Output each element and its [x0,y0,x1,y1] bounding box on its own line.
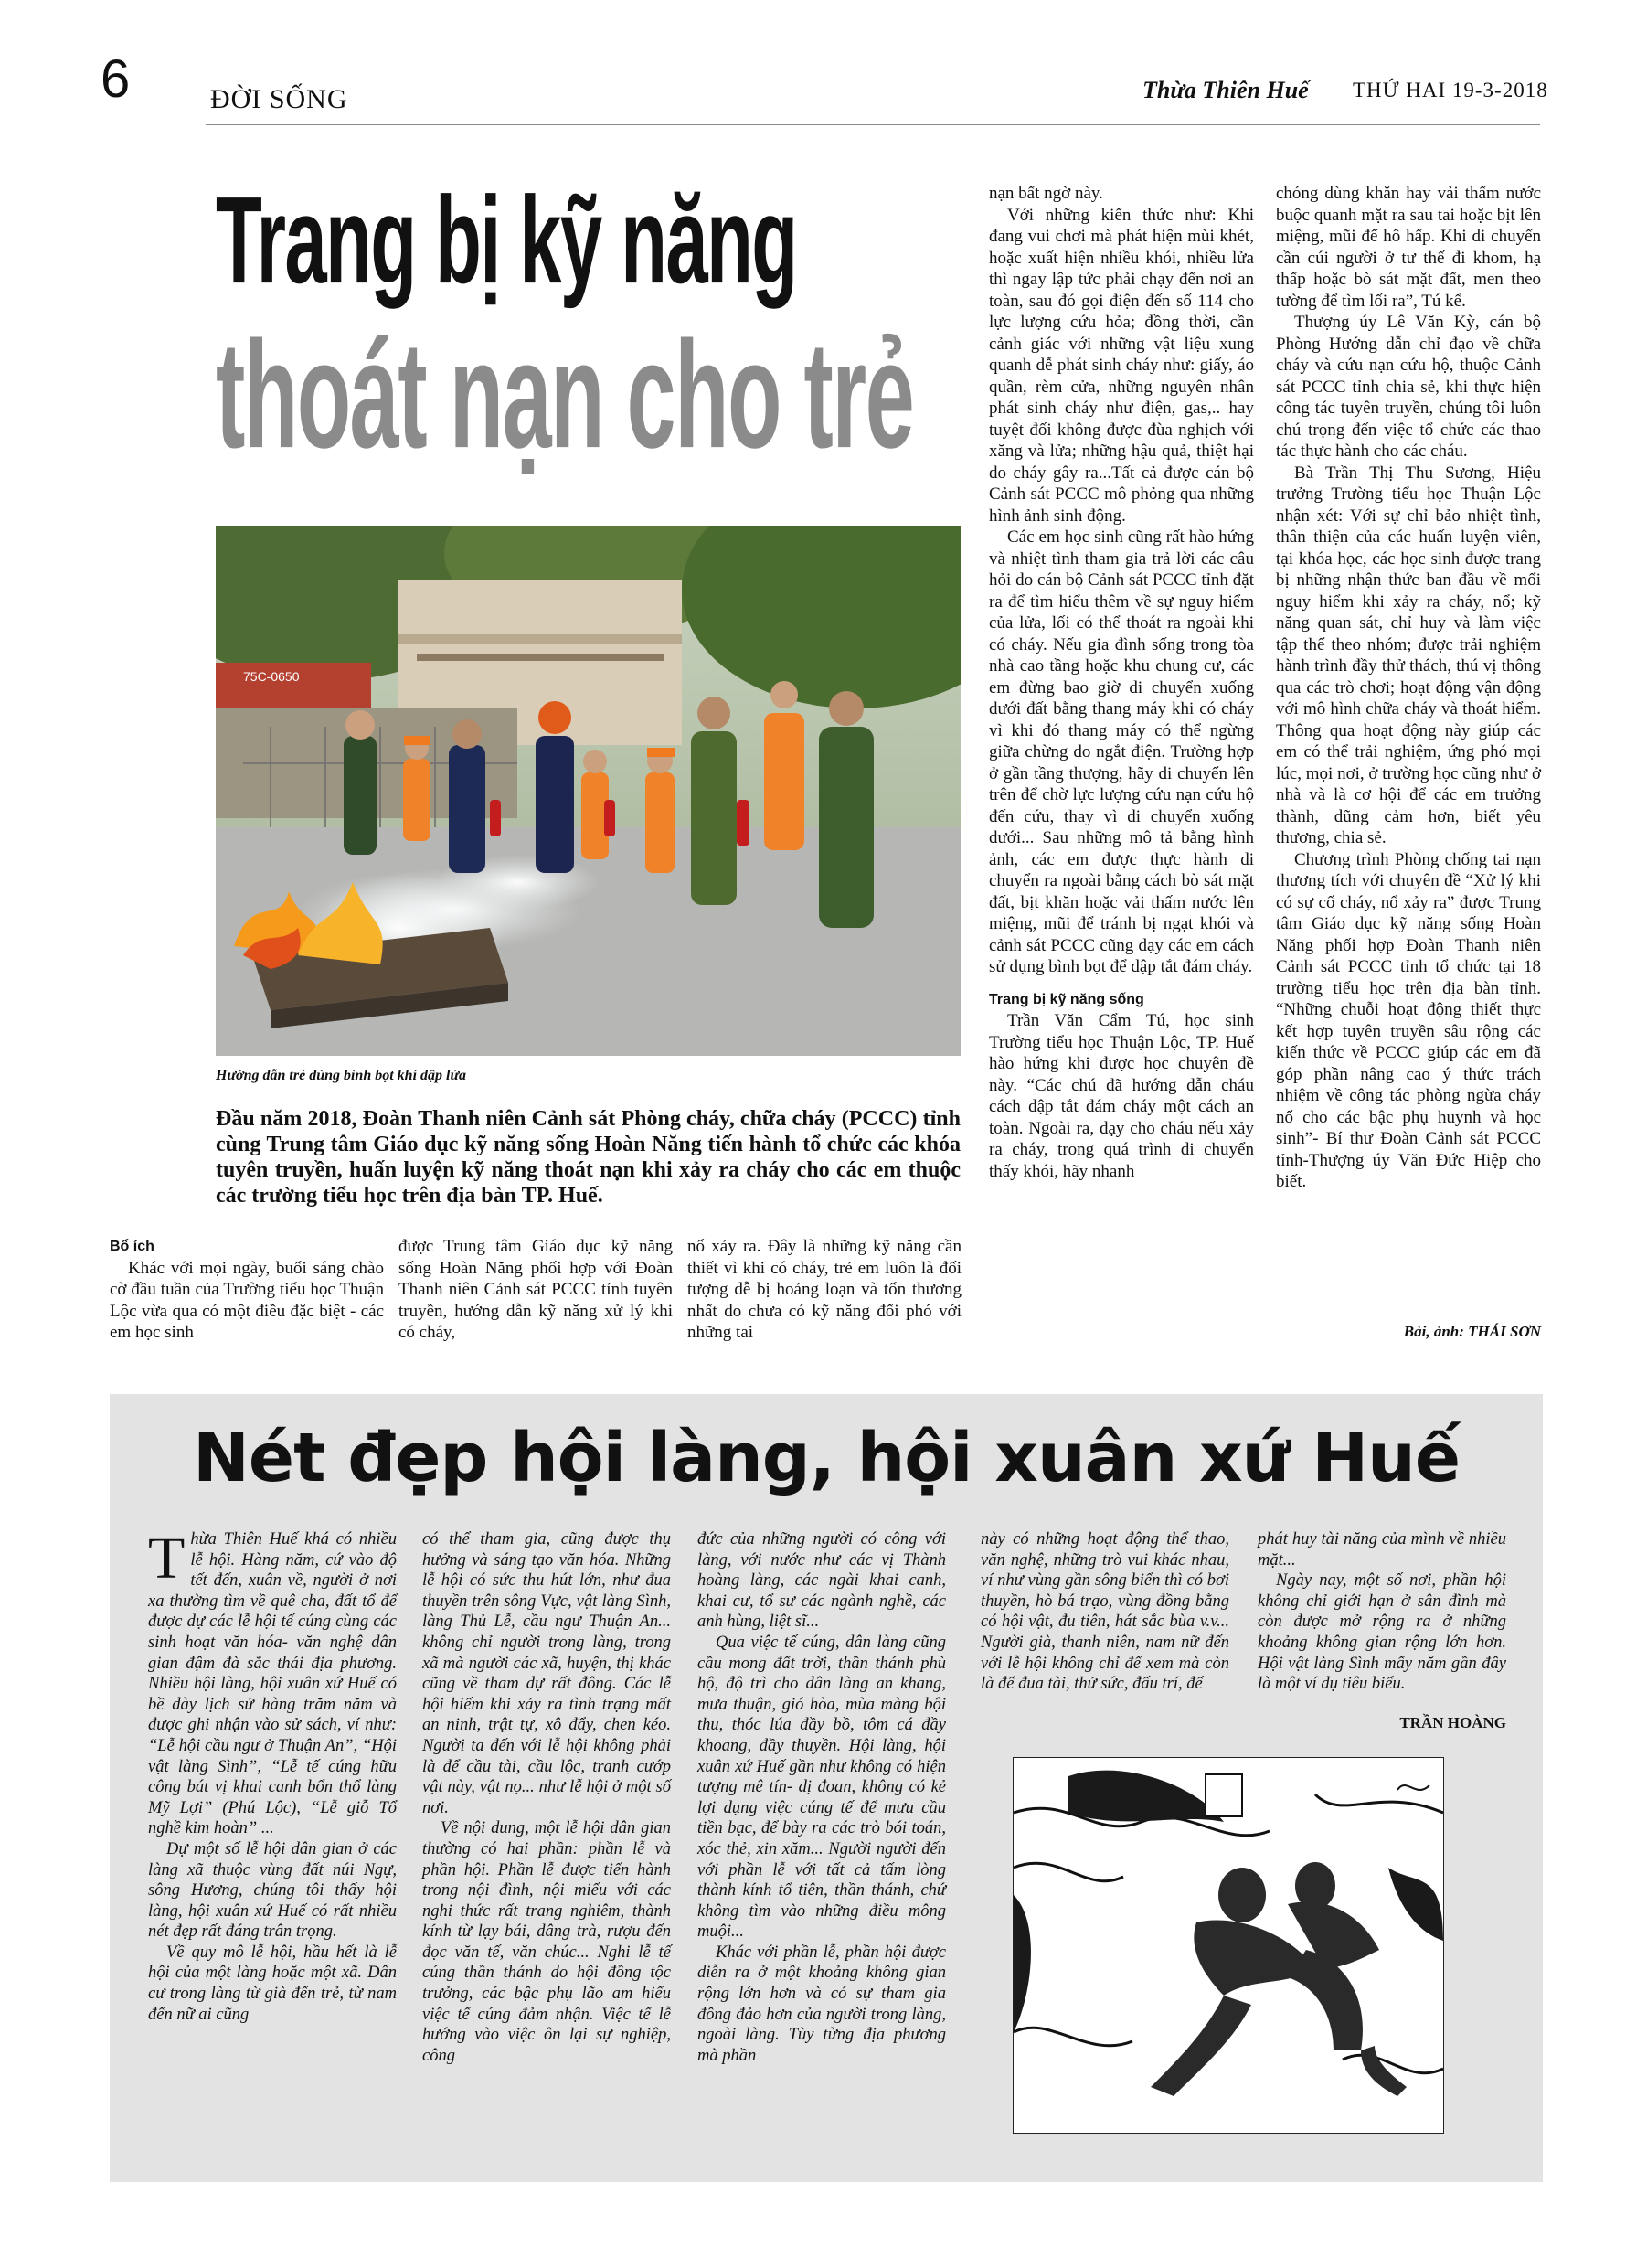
paragraph: chóng dùng khăn hay vải thấm nước buộc quanh mặt ra sau tai hoặc bịt lên miệng, mũi để hô hấp. Khi di chuyển cần cúi người ở tư thế đi khom, hạ thấp hoặc bò sát mặt đất, men theo tường để tìm lối ra”, Tú kể. [1276,184,1541,311]
article2-title: Nét đẹp hội làng, hội xuân xứ Huế [192,1419,1461,1497]
paragraph: Về nội dung, một lễ hội dân gian thường có hai phần: phần lễ và phần hội. Phần lễ được tiến hành trong nội đình, nội miếu với các nghi thức rất trang nghiêm, thành kính từ lạy bái, dâng trà, rượu đến đọc văn tế, văn chúc... Nghi lễ tế cúng thần thánh do hội đồng tộc trưởng, các bậc phụ lão am hiểu việc tế cúng đảm nhận. Việc tế lễ hướng vào việc ôn lại sự nghiệp, công [422,1819,671,2065]
subheading-trang-bi: Trang bị kỹ năng sống [989,991,1144,1007]
vehicle-sign: 75C-0650 [243,669,300,684]
paragraph: Bà Trần Thị Thu Sương, Hiệu trưởng Trường tiểu học Thuận Lộc nhận xét: Với sự chỉ bảo nhiệt tình, thân thiện của các huấn luyện viên, tại khóa học, các học sinh được trang bị những nhận thức ban đầu về mối nguy hiểm khi xảy ra cháy, nổ; kỹ năng quan sát, chỉ huy và làm việc tập thể theo nhóm; được trải nghiệm hành trình đầy thử thách, thú vị thông qua các trò chơi; hoạt động vận động với mô hình chữa cháy và thoát hiểm. Thông qua hoạt động này giúp các em có thể trải nghiệm, ứng phó mọi lúc, mọi nơi, ở trường học cũng như ở nhà và là cơ hội để các em trưởng thành, dũng cảm hơn, biết yêu thương, chia sẻ. [1276,463,1541,847]
article2-column-3 [697,1529,946,2066]
photo-caption: Hướng dẫn trẻ dùng bình bọt khí dập lửa [216,1068,467,1083]
paragraph: Trần Văn Cẩm Tú, học sinh Trường tiểu học Thuận Lộc, TP. Huế hào hứng khi được học chuyên đề này. “Các chú đã hướng dẫn cháu cách dập tắt đám cháy một cách an toàn. Ngoài ra, dạy cho cháu nếu xảy ra cháy, trong quá trình di chuyển thấy khói, hãy nhanh [989,1011,1254,1181]
drop-cap: T [148,1525,186,1592]
paragraph: Chương trình Phòng chống tai nạn thương tích với chuyên đề “Xử lý khi có sự cố cháy, nổ xảy ra” được Trung tâm Giáo dục kỹ năng sống Hoàn Năng phối hợp Đoàn Thanh niên Cảnh sát PCCC tỉnh tổ chức tại 18 trường tiểu học trên địa bàn tỉnh. “Những chuỗi hoạt động thiết thực kết hợp tuyên truyền sâu rộng các kiến thức về PCCC giúp các em đã góp phần nâng cao ý thức trách nhiệm về công tác phòng ngừa cháy nổ cho các bậc phụ huynh và học sinh”- Bí thư Đoàn Cảnh sát PCCC tỉnh-Thượng úy Văn Đức Hiệp cho biết. [1276,849,1541,1191]
article1-byline [1280,1323,1541,1341]
article1-column-3 [687,1236,962,1344]
paragraph: Các em học sinh cũng rất hào hứng và nhiệt tình tham gia trả lời các câu hỏi do cán bộ Cảnh sát PCCC tỉnh đặt ra để tìm hiểu thêm về sự nguy hiểm của lửa, lối có thể thoát ra ngoài khi có cháy. Nếu gia đình sống trong tòa nhà cao tầng hoặc khu chung cư, các em đừng bao giờ di chuyển xuống dưới đất bằng thang máy khi có cháy vì khi đó thang máy có thể ngừng giữa chừng do ngắt điện. Trường hợp ở gần tầng thượng, hãy di chuyển lên trên để chờ lực lượng cứu nạn cứu hộ đến cứu, thay vì di chuyển xuống dưới... Sau những mô tả bằng hình ảnh, các em được thực hành di chuyển ra ngoài bằng cách bò sát mặt đất, bịt khăn hoặc vải thấm nước lên miệng, mũi để tránh bị ngạt khói và cảnh sát PCCC cũng dạy các em cách sử dụng bình bọt để dập tắt đám cháy. [989,527,1254,976]
paragraph: Dự một số lễ hội dân gian ở các làng xã thuộc vùng đất núi Ngự, sông Hương, chúng tôi thấy hội làng, hội xuân xứ Huế có rất nhiều nét đẹp rất đáng trân trọng. [148,1839,397,1942]
article2-column-1 [148,1525,397,2025]
paragraph: Về quy mô lễ hội, hầu hết là lễ hội của một làng hoặc một xã. Dân cư trong làng từ già đến trẻ, từ nam đến nữ ai cũng [148,1943,397,2024]
byline-author: THÁI SƠN [1468,1323,1541,1340]
paragraph: Qua việc tế cúng, dân làng cũng cầu mong đất trời, thần thánh phù hộ, độ trì cho dân làng an khang, mưa thuận, gió hòa, mùa màng bội thu, thóc lúa đầy bồ, tôm cá đầy khoang, đầy thuyền. Hội làng, hội xuân xứ Huế gần như không có hiện tượng mê tín- dị đoan, không có kẻ lợi dụng việc cúng tế để mưu cầu tiền bạc, để bày ra các trò bói toán, xóc thẻ, xin xăm... Người người đến với phần lễ với tất cả tấm lòng thành kính tổ tiên, thần thánh, chứ không tìm vào những điều mông muội... [697,1633,946,1942]
article-photo [216,526,961,1056]
article1-column-4 [989,183,1254,1182]
section-name: ĐỜI SỐNG [210,84,348,114]
paragraph: phát huy tài năng của mình về nhiều mặt... [1258,1530,1506,1570]
page-number: 6 [101,49,131,109]
paragraph: Khác với phần lễ, phần hội được diễn ra ở một khoảng không gian rộng lớn hơn và có sự tham gia đông đảo hơn của người trong làng, ngoài làng. Tùy từng địa phương mà phần [697,1943,946,2065]
paragraph: được Trung tâm Giáo dục kỹ năng sống Hoàn Năng phối hợp với Đoàn Thanh niên Cảnh sát PCCC tỉnh tuyên truyền, hướng dẫn kỹ năng xử lý khi có cháy, [398,1237,673,1342]
issue-date: THỨ HAI 19-3-2018 [1353,79,1548,101]
subheading-bo-ich: Bổ ích [110,1239,154,1254]
article1-column-5 [1276,183,1541,1193]
paragraph: Thượng úy Lê Văn Kỳ, cán bộ Phòng Hướng dẫn chỉ đạo về chữa cháy và cứu nạn cứu hộ, thuộc Cảnh sát PCCC tỉnh chia sẻ, khi thực hiện công tác tuyên truyền, chúng tôi luôn chú trọng đến việc tổ chức các thao tác thực hành cho các cháu. [1276,313,1541,461]
paragraph: Với những kiến thức như: Khi đang vui chơi mà phát hiện mùi khét, hoặc xuất hiện nhiều khói, nhiều lửa thì ngay lập tức phải chạy đến nơi an toàn, sau đó gọi điện đến số 114 cho lực lượng cứu hỏa; đồng thời, cần cảnh giác với những vật liệu xung quanh dễ phát sinh cháy như: giấy, áo quần, rèm cửa, những nguyên nhân phát sinh cháy như điện, gas,.. hay tuyệt đối không được đùa nghịch với xăng và lửa; những hậu quả, thiệt hại do cháy gây ra...Tất cả được cán bộ Cảnh sát PCCC mô phỏng qua những hình ảnh sinh động. [989,205,1254,526]
headline-line-2: thoát nạn cho trẻ [216,310,914,481]
paragraph: Khác với mọi ngày, buổi sáng chào cờ đầu tuần của Trường tiểu học Thuận Lộc vừa qua có một điều đặc biệt - các em học sinh [110,1258,384,1342]
newspaper-name: Thừa Thiên Huế [1142,77,1309,103]
wrestling-illustration [1013,1757,1444,2134]
article2-column-5 [1258,1529,1506,1695]
paragraph: nạn bất ngờ này. [989,184,1103,203]
article-lead: Đầu năm 2018, Đoàn Thanh niên Cảnh sát Phòng cháy, chữa cháy (PCCC) tỉnh cùng Trung tâm Giáo dục kỹ năng sống Hoàn Năng tiến hành tổ chức các khóa tuyên truyền, huấn luyện kỹ năng thoát nạn khi xảy ra cháy cho các em thuộc các trường tiểu học trên địa bàn TP. Huế. [216,1107,961,1208]
article1-column-2 [398,1236,673,1344]
article2-column-4 [981,1529,1229,1695]
paragraph: đức của những người có công với làng, với nước như các vị Thành hoàng làng, các ngài khai canh, khai cư, tổ sư các ngành nghề, các anh hùng, liệt sĩ... [697,1530,946,1632]
paragraph: này có những hoạt động thể thao, văn nghệ, những trò vui khác nhau, ví như vùng gần sông biển thì có bơi thuyền, hò bá trạo, vùng đồng bằng có hội vật, đu tiên, hát sắc bùa v.v... Người già, thanh niên, nam nữ đến với lễ hội không chỉ để xem mà còn là để đua tài, thử sức, đấu trí, để [981,1530,1229,1694]
paragraph-text: hừa Thiên Huế khá có nhiều lễ hội. Hàng năm, cứ vào độ tết đến, xuân về, người ở nơi xa thường tìm về quê cha, đất tổ để được dự các lễ hội tế cúng cùng các sinh hoạt văn hóa- văn nghệ dân gian đậm đà sắc thái địa phương. Nhiều hội làng, hội xuân xứ Huế có bề dày lịch sử hàng trăm năm và được ghi nhận vào sử sách, ví như: “Lễ hội cầu ngư ở Thuận An”, “Hội vật làng Sình”, “Lễ tế cúng hữu công bát vị khai canh bổn thổ làng Mỹ Lợi” (Phú Lộc), “Lễ giỗ Tổ nghề kim hoàn” ... [148,1530,397,1838]
article2-byline: TRẦN HOÀNG [1399,1714,1506,1731]
byline-prefix: Bài, ảnh: [1403,1323,1469,1340]
fire-drill-illustration [216,526,961,1056]
article2-column-2 [422,1529,671,2066]
paragraph [148,1525,397,1839]
wrestlers-sketch [1014,1758,1443,2133]
paragraph: Ngày nay, một số nơi, phần hội không chỉ giới hạn ở sân đình mà còn được mở rộng ra ở những khoảng không gian rộng lớn hơn. Hội vật làng Sình mấy năm gần đây là một ví dụ tiêu biểu. [1258,1571,1506,1694]
paragraph: nổ xảy ra. Đây là những kỹ năng cần thiết vì khi có cháy, trẻ em luôn là đối tượng dễ bị hoảng loạn và tổn thương nhất do chưa có kỹ năng đối phó với những tai [687,1237,962,1342]
header-rule [206,124,1540,125]
headline-line-1: Trang bị kỹ năng [216,172,797,310]
article1-column-1 [110,1236,384,1344]
paragraph: có thể tham gia, cũng được thụ hưởng và sáng tạo văn hóa. Những lễ hội có sức thu hút lớn, như đua thuyền trên sông Vực, vật làng Sình, làng Thủ Lễ, cầu ngư Thuận An... không chỉ người trong làng, trong xã mà người các xã, huyện, thị khác cũng về tham dự rất đông. Các lễ hội hiếm khi xảy ra tình trạng mất an ninh, trật tự, xô đẩy, chen kéo. Người ta đến với lễ hội không phải là để cầu tài, cầu lộc, tranh cướp vật này, vật nọ... như lễ hội ở một số nơi. [422,1530,671,1817]
